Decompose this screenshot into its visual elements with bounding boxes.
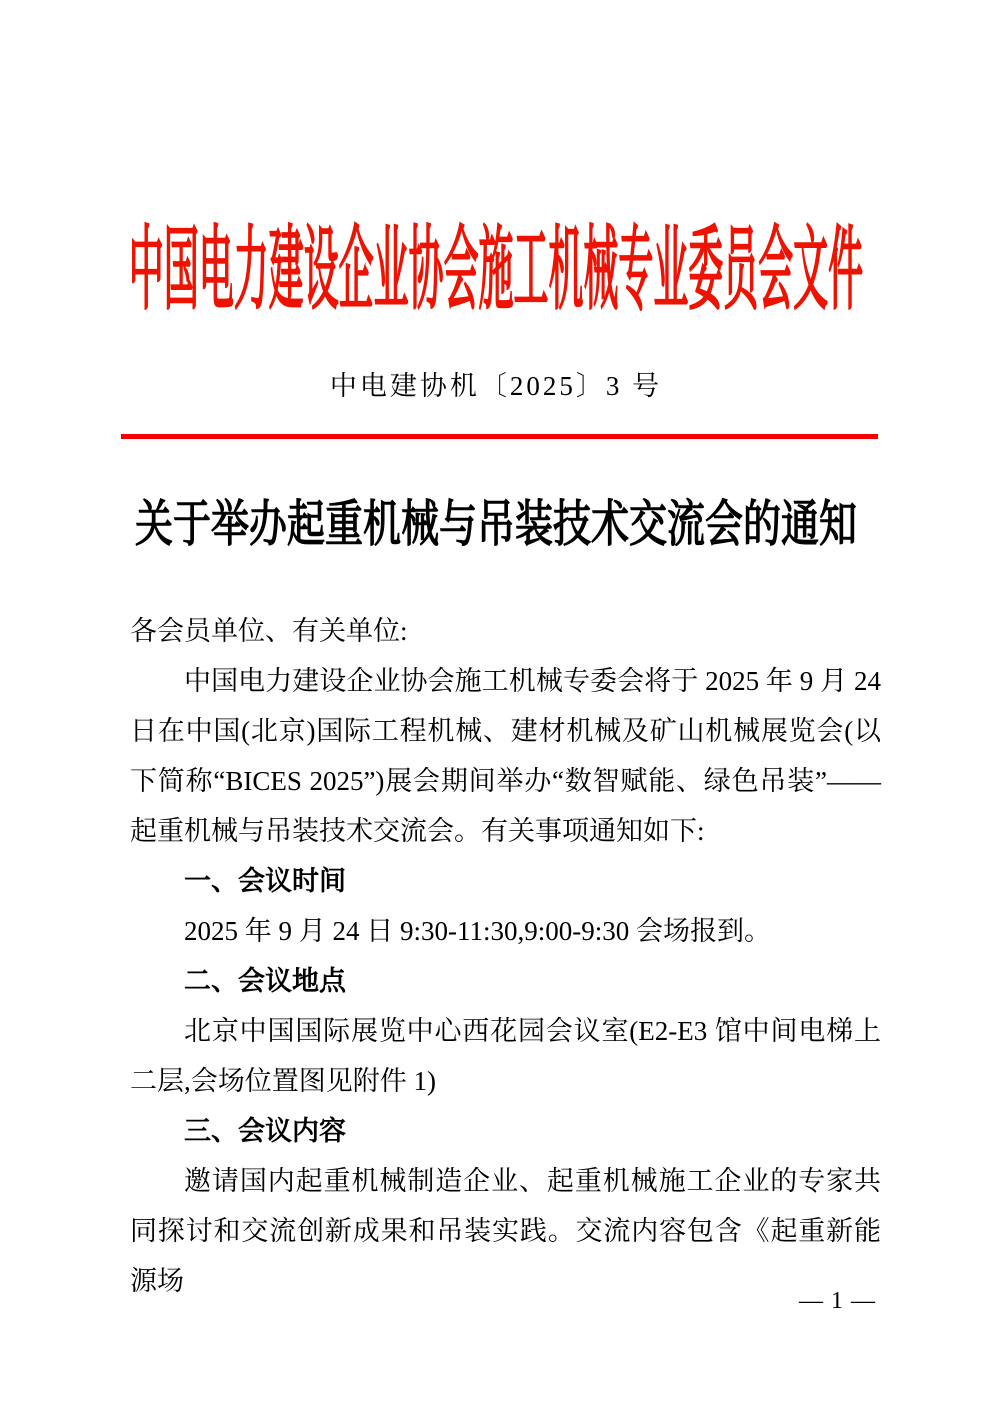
- body-paragraph: 邀请国内起重机械制造企业、起重机械施工企业的专家共同探讨和交流创新成果和吊装实践。交流内容包含《起重新能源场: [130, 1166, 881, 1296]
- salutation: 各会员单位、有关单位:: [130, 616, 408, 646]
- document-body: [130, 606, 881, 1306]
- document-title-row: [0, 492, 992, 556]
- document-title: 关于举办起重机械与吊装技术交流会的通知: [135, 496, 857, 552]
- body-paragraph: 2025 年 9 月 24 日 9:30-11:30,9:00-9:30 会场报到。: [184, 916, 771, 946]
- section-heading: 二、会议地点: [184, 966, 346, 996]
- page-number: — 1 —: [799, 1288, 876, 1314]
- body-paragraph: 北京中国国际展览中心西花园会议室(E2-E3 馆中间电梯上二层,会场位置图见附件 1): [130, 1016, 881, 1096]
- doc-number: 中电建协机〔2025〕3 号: [329, 371, 663, 401]
- letterhead: [0, 220, 992, 320]
- section-heading: 一、会议时间: [184, 866, 346, 896]
- red-separator-line: [121, 434, 878, 439]
- section-heading: 三、会议内容: [184, 1116, 346, 1146]
- letterhead-title: 中国电力建设企业协会施工机械专业委员会文件: [128, 219, 864, 321]
- body-paragraph: 中国电力建设企业协会施工机械专委会将于 2025 年 9 月 24 日在中国(北京)国际工程机械、建材机械及矿山机械展览会(以下简称“BICES 2025”)展会期间举办“数智赋能、绿色吊装”——起重机械与吊装技术交流会。有关事项通知如下:: [130, 666, 881, 846]
